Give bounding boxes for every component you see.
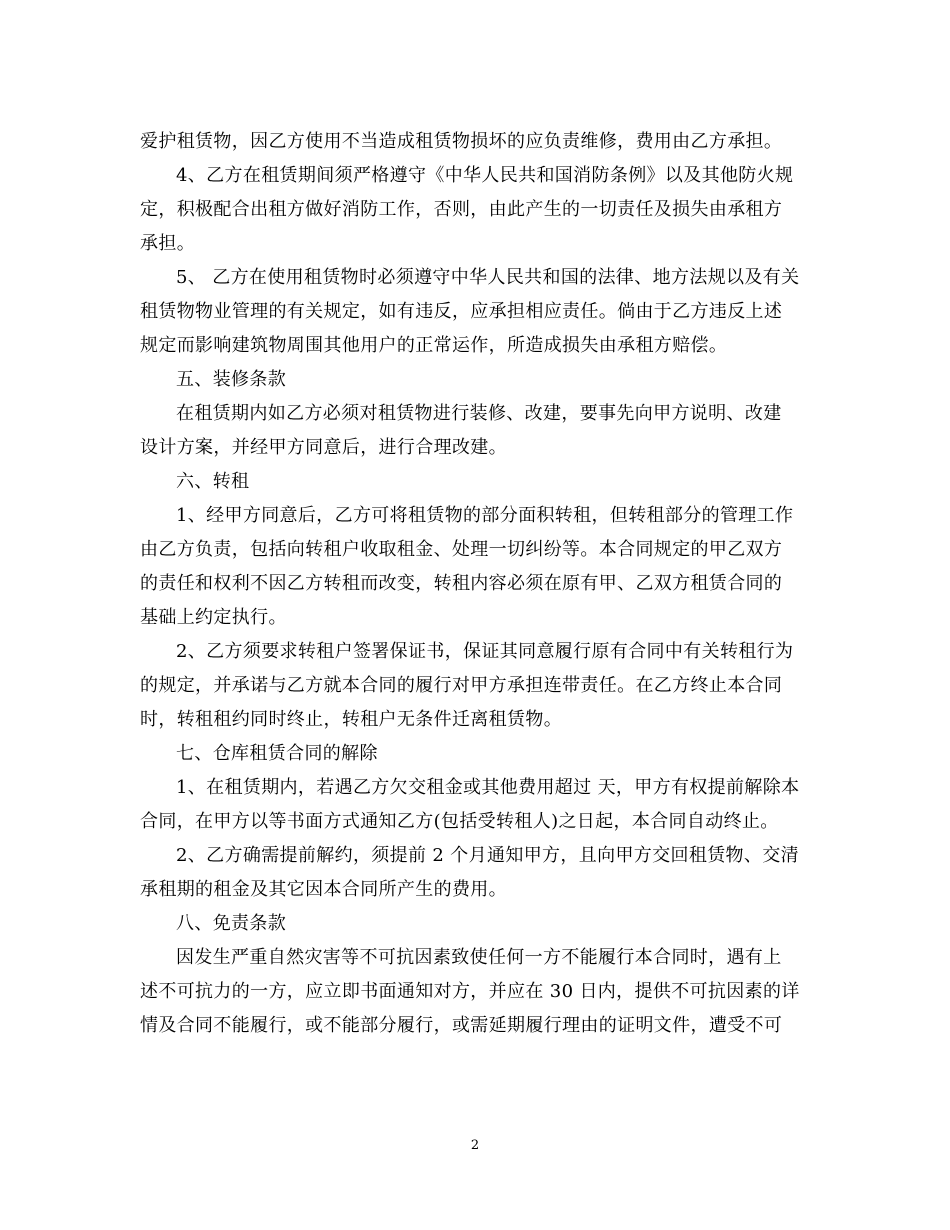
text-line: 由乙方负责，包括向转租户收取租金、处理一切纠纷等。本合同规定的甲乙双方 (140, 539, 783, 560)
text-line: 时，转租租约同时终止，转租户无条件迁离租赁物。 (140, 709, 563, 730)
text-line: 因发生严重自然灾害等不可抗因素致使任何一方不能履行本合同时，遇有上 (176, 947, 782, 968)
text-line: 5、 乙方在使用租赁物时必须遵守中华人民共和国的法律、地方法规以及有关 (176, 267, 800, 288)
text-line: 情及合同不能履行，或不能部分履行，或需延期履行理由的证明文件，遭受不可 (140, 1015, 783, 1036)
text-line: 在租赁期内如乙方必须对租赁物进行装修、改建，要事先向甲方说明、改建 (176, 403, 782, 424)
text-line: 基础上约定执行。 (140, 607, 287, 628)
text-line: 2、乙方确需提前解约，须提前 2 个月通知甲方，且向甲方交回租赁物、交清 (176, 845, 799, 866)
text-line: 的责任和权利不因乙方转租而改变，转租内容必须在原有甲、乙双方租赁合同的 (140, 573, 783, 594)
text-line: 1、在租赁期内，若遇乙方欠交租金或其他费用超过 天，甲方有权提前解除本 (176, 777, 800, 798)
text-line: 述不可抗力的一方，应立即书面通知对方，并应在 30 日内，提供不可抗因素的详 (140, 981, 800, 1002)
text-line: 1、经甲方同意后，乙方可将租赁物的部分面积转租，但转租部分的管理工作 (176, 505, 794, 526)
section-heading: 五、装修条款 (176, 369, 287, 390)
text-line: 承担。 (140, 233, 196, 254)
document-body (140, 125, 802, 1043)
text-line: 合同，在甲方以等书面方式通知乙方(包括受转租人)之日起，本合同自动终止。 (140, 811, 779, 832)
text-line: 租赁物物业管理的有关规定，如有违反，应承担相应责任。倘由于乙方违反上述 (140, 301, 783, 322)
page-number: 2 (470, 1138, 480, 1153)
text-line: 规定而影响建筑物周围其他用户的正常运作，所造成损失由承租方赔偿。 (140, 335, 728, 356)
section-heading: 八、免责条款 (176, 913, 287, 934)
text-line: 定，积极配合出租方做好消防工作，否则，由此产生的一切责任及损失由承租方 (140, 199, 783, 220)
text-line: 4、乙方在租赁期间须严格遵守《中华人民共和国消防条例》以及其他防火规 (176, 165, 794, 186)
text-line: 2、乙方须要求转租户签署保证书，保证其同意履行原有合同中有关转租行为 (176, 641, 794, 662)
text-line: 的规定，并承诺与乙方就本合同的履行对甲方承担连带责任。在乙方终止本合同 (140, 675, 783, 696)
text-line: 承租期的租金及其它因本合同所产生的费用。 (140, 879, 507, 900)
section-heading: 六、转租 (176, 471, 250, 492)
text-line: 设计方案，并经甲方同意后，进行合理改建。 (140, 437, 507, 458)
section-heading: 七、仓库租赁合同的解除 (176, 743, 378, 764)
text-line: 爱护租赁物，因乙方使用不当造成租赁物损坏的应负责维修，费用由乙方承担。 (140, 131, 783, 152)
